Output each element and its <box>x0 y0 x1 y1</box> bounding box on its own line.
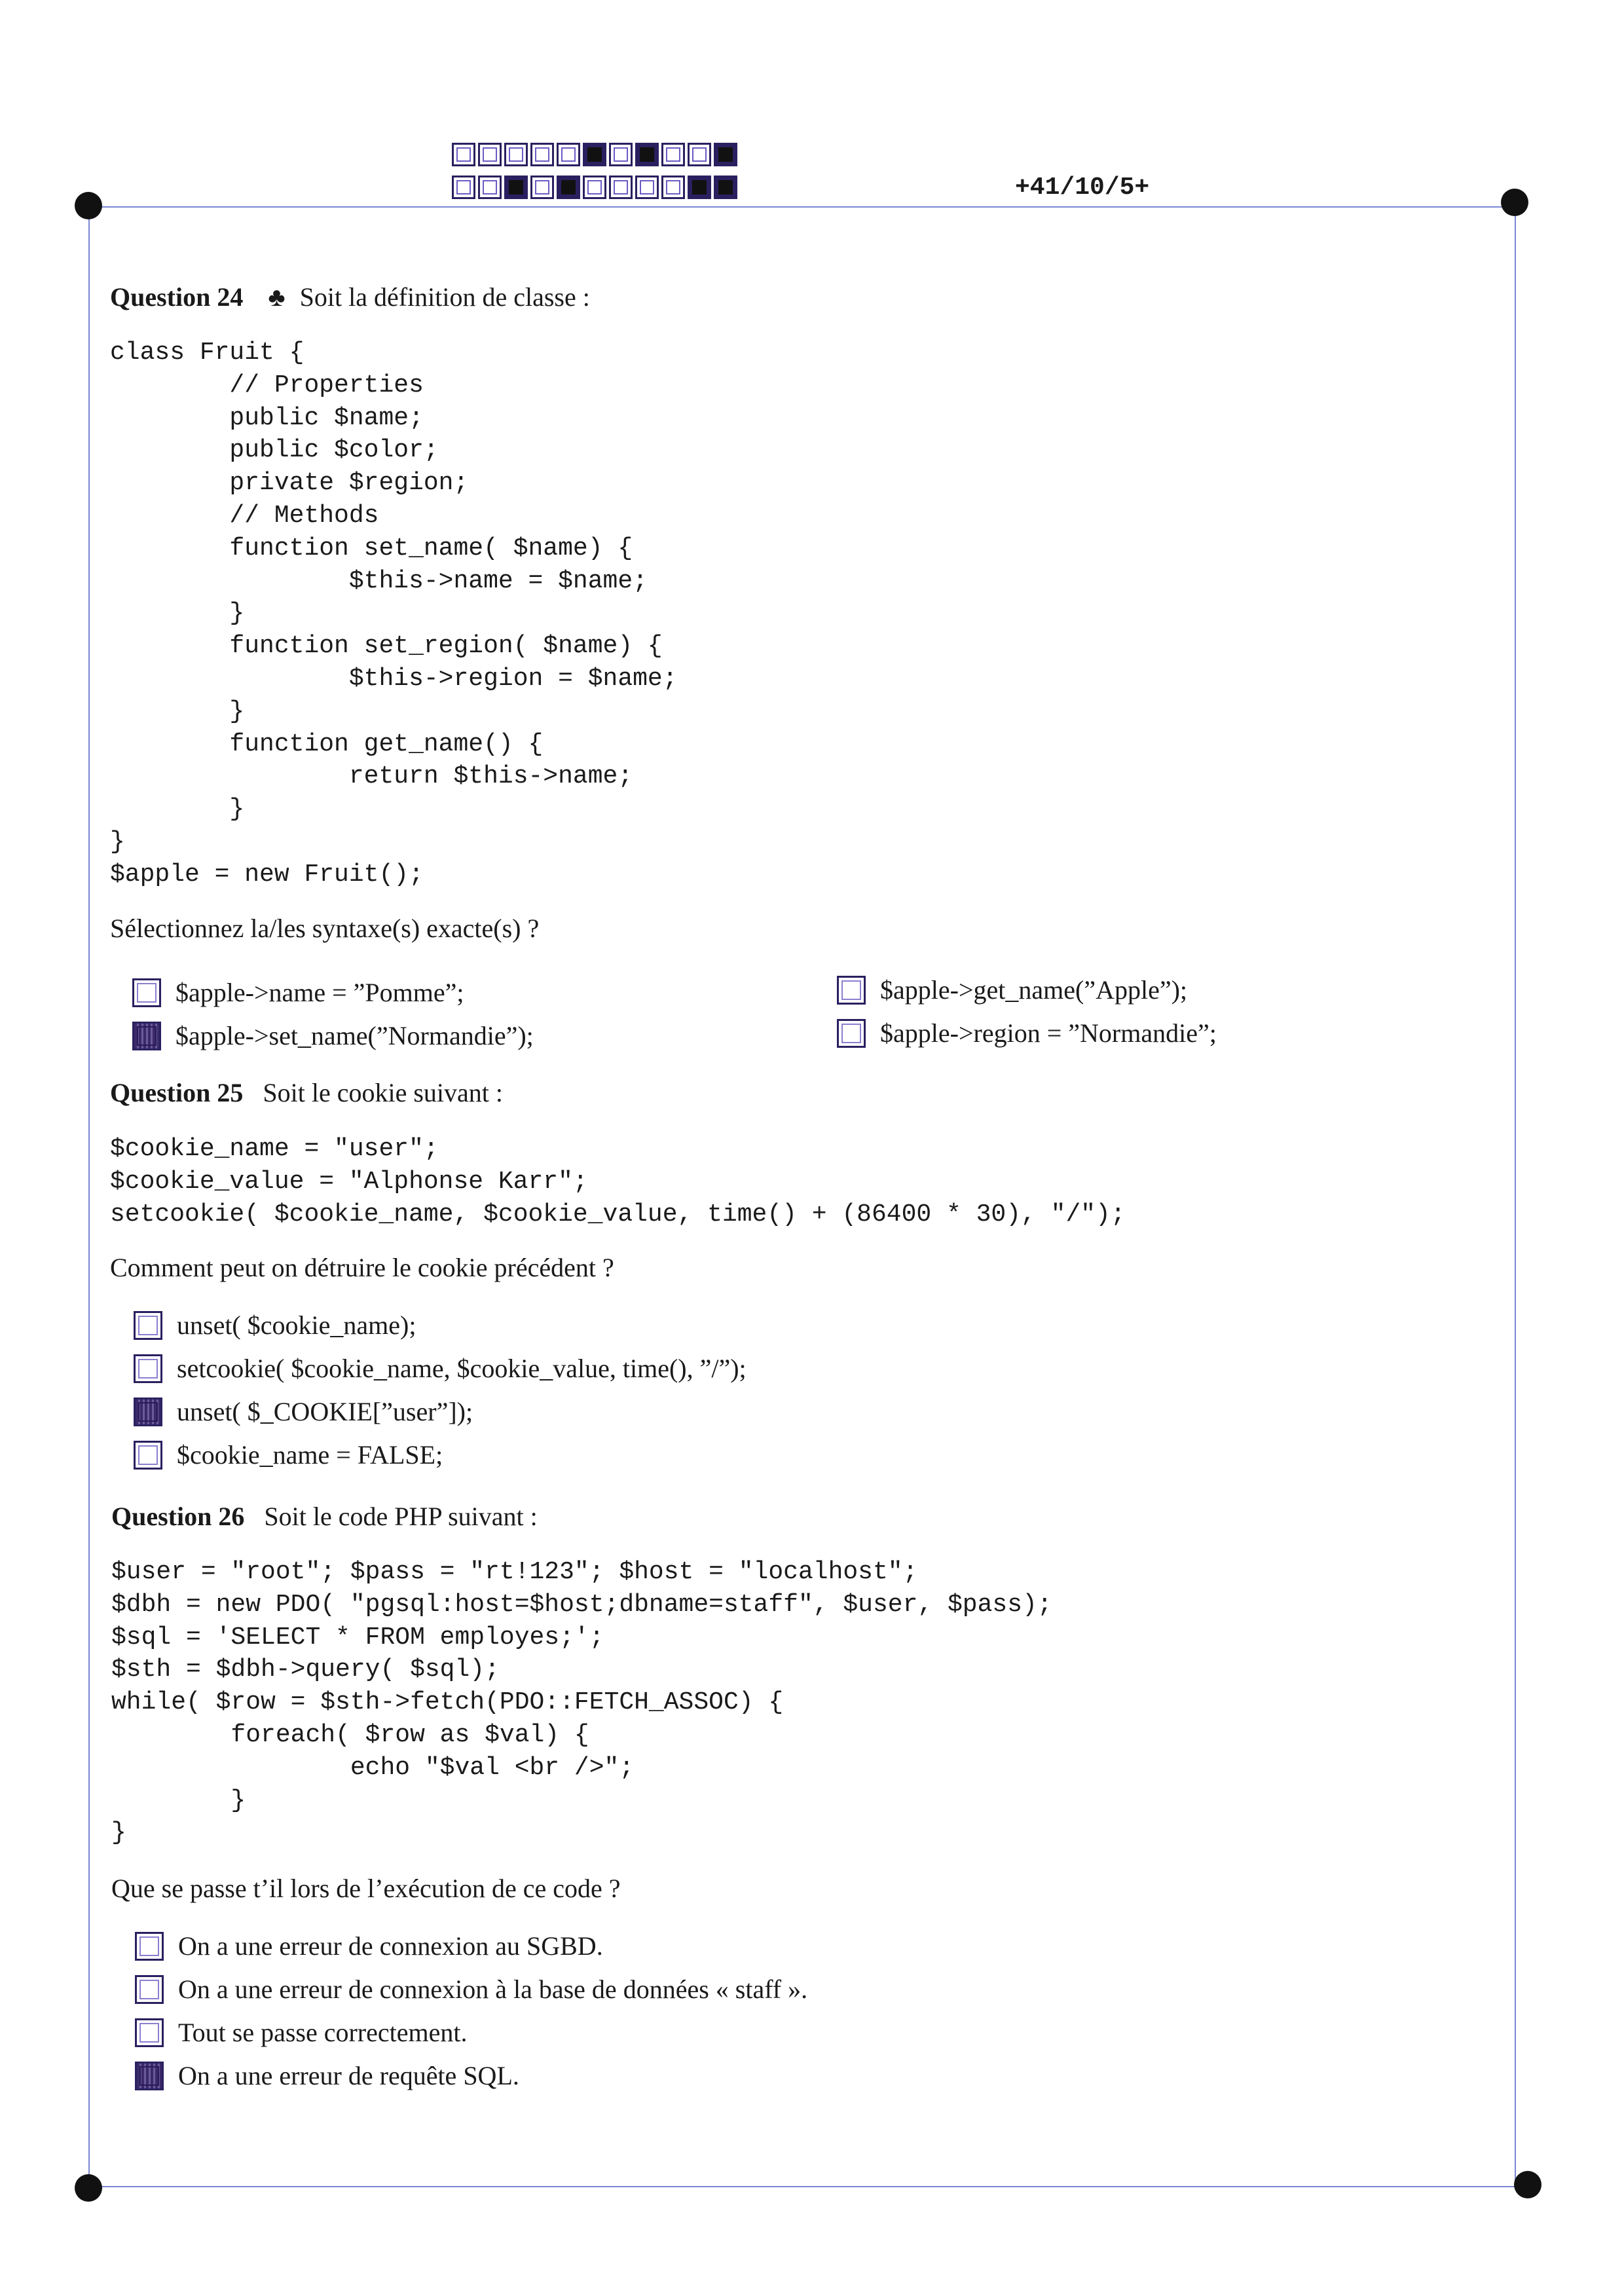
code-bit <box>504 176 528 199</box>
code-bit <box>452 143 475 166</box>
code-bit <box>661 143 685 166</box>
corner-mark-bottom-right <box>1514 2171 1541 2198</box>
answer-option[interactable] <box>134 1439 443 1470</box>
code-bit <box>714 143 737 166</box>
code-bit <box>478 176 502 199</box>
code-bit <box>452 176 475 199</box>
frame-left-line <box>88 206 90 2186</box>
code-bit <box>635 143 659 166</box>
question-26-header <box>111 1501 538 1532</box>
answer-checkbox[interactable] <box>837 976 866 1005</box>
code-bit <box>661 176 685 199</box>
answer-checkbox[interactable] <box>134 1311 162 1340</box>
answer-option[interactable] <box>134 1310 416 1341</box>
code-bit <box>688 176 711 199</box>
answer-option[interactable] <box>134 1396 473 1427</box>
code-bits-row-1 <box>452 143 740 166</box>
question-26-prompt: Que se passe t’il lors de l’exécution de ce code ? <box>111 1874 621 1903</box>
question-number: Question 24 <box>110 282 244 312</box>
answer-label: $apple->region = ”Normandie”; <box>880 1018 1217 1048</box>
corner-mark-bottom-left <box>75 2174 102 2202</box>
code-bit <box>635 176 659 199</box>
code-bit <box>714 176 737 199</box>
code-bit <box>609 176 633 199</box>
answer-option[interactable] <box>135 1974 807 2005</box>
code-bits-row-2 <box>452 176 740 199</box>
question-25-code: $cookie_name = "user"; $cookie_value = "Alphonse Karr"; setcookie( $cookie_name, $cookie_value, time() + (86400 * 30), "/"); <box>110 1135 1126 1229</box>
code-bit <box>504 143 528 166</box>
code-bit <box>530 176 554 199</box>
answer-checkbox[interactable] <box>135 1932 164 1961</box>
answer-label: unset( $_COOKIE[”user”]); <box>177 1397 473 1426</box>
question-25-header <box>110 1077 503 1108</box>
code-bit <box>583 143 606 166</box>
answer-label: unset( $cookie_name); <box>177 1310 416 1340</box>
question-24-code: class Fruit { // Properties public $name; public $color; private $region; // Methods function set_name( $name) { $this->name = $name; } function set_region( $name) { $this->region = $name; } function get_name() { return $this->name; } } $apple = new Fruit(); <box>110 339 678 889</box>
frame-bottom-line <box>88 2186 1529 2187</box>
question-text: Soit le code PHP suivant : <box>264 1502 538 1531</box>
corner-mark-top-left <box>75 192 102 219</box>
answer-option[interactable] <box>132 1020 534 1051</box>
answer-checkbox[interactable] <box>135 2062 164 2090</box>
question-text: Soit le cookie suivant : <box>263 1078 503 1107</box>
answer-label: On a une erreur de connexion à la base de données « staff ». <box>178 1974 808 2004</box>
answer-label: $apple->name = ”Pomme”; <box>175 978 464 1007</box>
answer-option[interactable] <box>837 1018 1217 1048</box>
question-26-code: $user = "root"; $pass = "rt!123"; $host = "localhost"; $dbh = new PDO( "pgsql:host=$host;dbname=staff", $user, $pass); $sql = 'SELECT * FROM employes;'; $sth = $dbh->query( $sql); while( $row = $sth->fetch(PDO::FETCH_ASSOC) { foreach( $row as $val) { echo "$val <br />"; } } <box>111 1558 1052 1847</box>
answer-checkbox[interactable] <box>134 1398 162 1426</box>
answer-option[interactable] <box>135 2060 519 2091</box>
question-text: Soit la définition de classe : <box>299 282 590 312</box>
code-bit <box>557 176 580 199</box>
answer-checkbox[interactable] <box>135 2018 164 2047</box>
answer-label: $apple->get_name(”Apple”); <box>880 975 1188 1005</box>
answer-label: $cookie_name = FALSE; <box>177 1440 443 1470</box>
code-bit <box>530 143 554 166</box>
answer-option[interactable] <box>135 2017 467 2048</box>
answer-label: On a une erreur de connexion au SGBD. <box>178 1931 603 1961</box>
answer-option[interactable] <box>134 1353 747 1384</box>
answer-option[interactable] <box>837 974 1187 1005</box>
code-bit <box>688 143 711 166</box>
question-24-prompt: Sélectionnez la/les syntaxe(s) exacte(s) ? <box>110 914 540 943</box>
code-bit <box>478 143 502 166</box>
frame-right-line <box>1515 206 1516 2186</box>
answer-option[interactable] <box>135 1931 603 1961</box>
frame-top-line <box>88 206 1516 208</box>
answer-option[interactable] <box>132 977 464 1008</box>
code-bit <box>609 143 633 166</box>
sheet-id: +41/10/5+ <box>1015 174 1150 202</box>
answer-checkbox[interactable] <box>132 1022 161 1050</box>
answer-label: $apple->set_name(”Normandie”); <box>175 1021 534 1050</box>
answer-label: On a une erreur de requête SQL. <box>178 2061 519 2090</box>
corner-mark-top-right <box>1501 189 1528 216</box>
answer-checkbox[interactable] <box>132 978 161 1007</box>
code-bit <box>583 176 606 199</box>
answer-label: setcookie( $cookie_name, $cookie_value, time(), ”/”); <box>177 1354 747 1383</box>
answer-checkbox[interactable] <box>134 1354 162 1383</box>
question-number: Question 25 <box>110 1078 244 1107</box>
answer-checkbox[interactable] <box>837 1019 866 1048</box>
question-24-header <box>110 282 590 312</box>
answer-checkbox[interactable] <box>134 1441 162 1470</box>
code-bit <box>557 143 580 166</box>
answer-checkbox[interactable] <box>135 1975 164 2004</box>
question-number: Question 26 <box>111 1502 245 1531</box>
answer-label: Tout se passe correctement. <box>178 2018 468 2047</box>
club-icon: ♣ <box>268 282 286 312</box>
question-25-prompt: Comment peut on détruire le cookie précédent ? <box>110 1253 614 1282</box>
